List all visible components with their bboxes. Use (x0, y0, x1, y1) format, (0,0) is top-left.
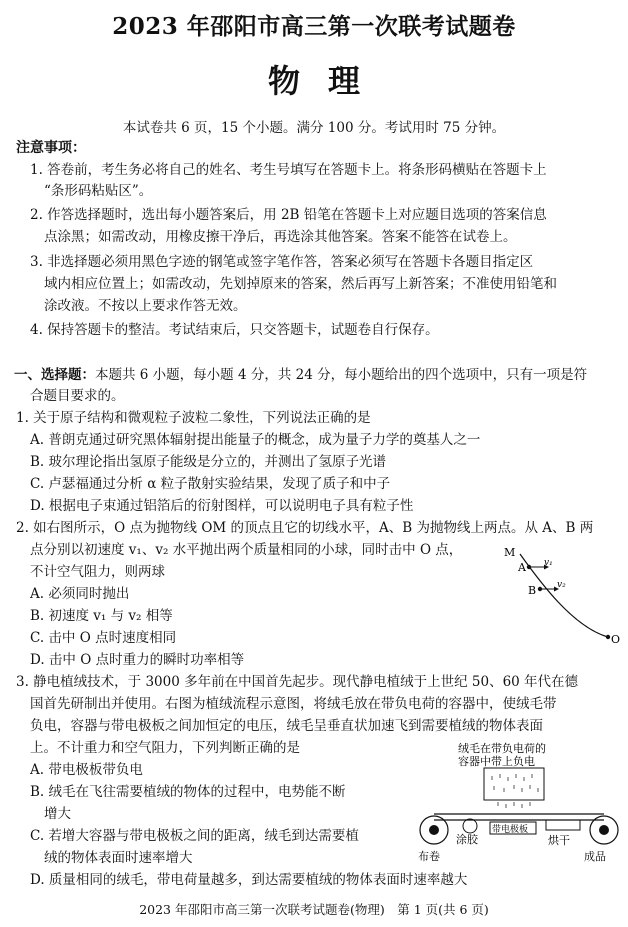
section-heading (14, 365, 587, 387)
q3-stem-line2: 国首先研制出并使用。右图为植绒流程示意图，将绒毛放在带负电荷的容器中，使绒毛带 (30, 696, 557, 712)
exam-info: 本试卷共 6 页，15 个小题。满分 100 分。考试用时 75 分钟。 (122, 120, 506, 136)
dry-label: 烘干 (548, 834, 570, 847)
q2-option-b: B. 初速度 v₁ 与 v₂ 相等 (30, 608, 173, 624)
notice-line: 2. 作答选择题时，选出每小题答案后，用 2B 铅笔在答题卡上对应题目选项的答案信息 (30, 207, 547, 223)
label-a: A (518, 561, 526, 574)
roll-hub-icon (429, 825, 439, 835)
q2-stem-line1: 2. 如右图所示，O 点为抛物线 OM 的顶点且它的切线水平，A、B 为抛物线上两点。从 A、B 两 (16, 520, 594, 536)
q1-option-b: B. 玻尔理论指出氢原子能级是分立的，并测出了氢原子光谱 (30, 454, 387, 470)
fiber-particles (492, 774, 538, 808)
q2-option-d: D. 击中 O 点时重力的瞬时功率相等 (30, 652, 245, 668)
product-hub-icon (599, 825, 609, 835)
label-m: M (504, 546, 516, 559)
q3-option-d: D. 质量相同的绒毛，带电荷量越多，到达需要植绒的物体表面时速率越大 (30, 872, 468, 888)
page-footer: 2023 年邵阳市高三第一次联考试题卷(物理) 第 1 页(共 6 页) (139, 902, 489, 917)
roll-label: 布卷 (418, 850, 440, 863)
section-label: 一、选择题： (14, 367, 95, 383)
q2-stem-line2: 点分别以初速度 v₁、v₂ 水平抛出两个质量相同的小球，同时击中 O 点， (30, 542, 463, 558)
q1-option-a: A. 普朗克通过研究黑体辐射提出能量子的概念，成为量子力学的奠基人之一 (30, 432, 481, 448)
label-v2: v₂ (557, 580, 566, 590)
q3-option-c-cont: 绒的物体表面时速率增大 (44, 850, 193, 866)
notice-line: 域内相应位置上；如需改动，先划掉原来的答案，然后再写上新答案；不准使用铅笔和 (44, 276, 557, 292)
exam-title: 2023 年邵阳市高三第一次联考试题卷 (112, 13, 516, 40)
q3-option-b: B. 绒毛在飞往需要植绒的物体的过程中，电势能不断 (30, 784, 346, 800)
parabola-figure (498, 542, 624, 654)
q3-option-c: C. 若增大容器与带电极板之间的距离，绒毛到达需要植 (30, 828, 359, 844)
notice-line: 点涂黑；如需改动，用橡皮擦干净后，再选涂其他答案。答案不能答在试卷上。 (44, 229, 517, 245)
q2-stem-line3: 不计空气阻力，则两球 (30, 564, 165, 580)
dryer-box (546, 820, 580, 830)
q3-stem-line3: 负电，容器与带电极板之间加恒定的电压，绒毛呈垂直状加速飞到需要植绒的物体表面 (30, 718, 543, 734)
q1-option-d: D. 根据电子束通过铝箔后的衍射图样，可以说明电子具有粒子性 (30, 498, 414, 514)
notice-line: “条形码粘贴区”。 (44, 183, 153, 199)
q3-stem-line1: 3. 静电植绒技术，于 3000 多年前在中国首先起步。现代静电植绒于上世纪 50、60 年代在德 (16, 674, 579, 690)
point-o (606, 635, 610, 639)
notice-line: 4. 保持答题卡的整洁。考试结束后，只交答题卡，试题卷自行保存。 (30, 322, 439, 338)
notice-line: 涂改液。不按以上要求作答无效。 (44, 298, 247, 314)
section-text: 本题共 6 小题，每小题 4 分，共 24 分，每小题给出的四个选项中，只有一项是符 (95, 367, 588, 383)
q2-option-a: A. 必须同时抛出 (30, 586, 130, 602)
glue-label: 涂胶 (456, 833, 478, 846)
label-o: O (611, 633, 621, 646)
product-label: 成品 (584, 850, 606, 863)
label-b: B (528, 584, 537, 597)
notice-heading: 注意事项： (16, 140, 86, 156)
glue-roller (463, 819, 477, 833)
plate-label: 带电极板 (492, 825, 529, 835)
q3-option-a: A. 带电极板带负电 (30, 762, 143, 778)
q2-option-c: C. 击中 O 点时速度相同 (30, 630, 177, 646)
section-text-line2: 合题目要求的。 (30, 388, 125, 404)
caption-line2: 容器中带上负电 (458, 755, 535, 768)
caption-line1: 绒毛在带负电荷的 (458, 742, 546, 755)
notice-line: 3. 非选择题必须用黑色字迹的钢笔或签字笔作答，答案必须写在答题卡各题目指定区 (30, 254, 534, 270)
flocking-diagram (414, 740, 624, 868)
q3-stem-line4: 上。不计重力和空气阻力，下列判断正确的是 (30, 740, 300, 756)
fiber-container (484, 768, 544, 800)
q3-option-b-cont: 增大 (44, 806, 71, 822)
q1-stem: 1. 关于原子结构和微观粒子波粒二象性，下列说法正确的是 (16, 410, 371, 426)
subject-title: 物理 (267, 62, 388, 100)
label-v1: v₁ (544, 558, 553, 568)
notice-line: 1. 答卷前，考生务必将自己的姓名、考生号填写在答题卡上。将条形码横贴在答题卡上 (30, 162, 547, 178)
q1-option-c: C. 卢瑟福通过分析 α 粒子散射实验结果，发现了质子和中子 (30, 476, 391, 492)
